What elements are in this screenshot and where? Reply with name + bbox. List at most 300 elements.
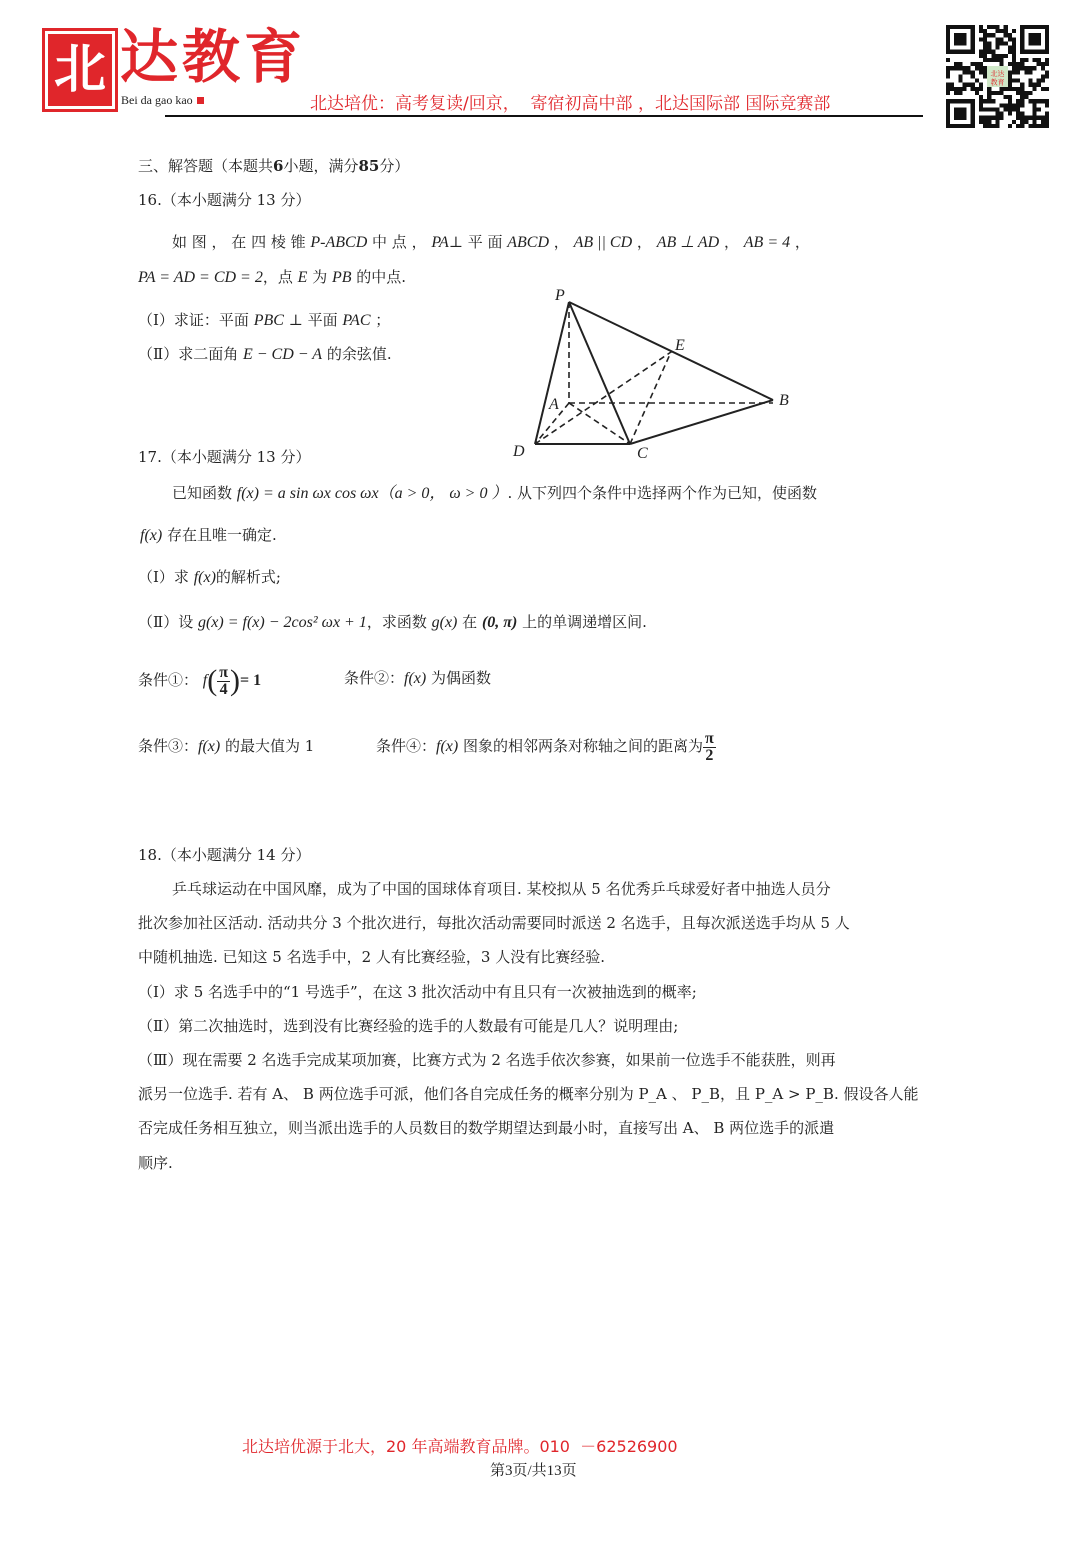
qr-module <box>1037 116 1041 120</box>
qr-module <box>1008 62 1012 66</box>
qr-module <box>1004 87 1008 91</box>
q17-math: g(x) <box>431 614 458 631</box>
qr-module <box>1033 120 1037 124</box>
qr-module <box>1045 62 1049 66</box>
qr-module <box>1041 99 1045 103</box>
q16-text: 的余弦值. <box>322 345 392 363</box>
header-slogan: 北达培优：高考复读/回京， 寄宿初高中部 ，北达国际部 国际竞赛部 <box>310 94 831 114</box>
qr-module <box>1041 79 1045 83</box>
qr-module <box>983 33 987 37</box>
q16-text: 的中点. <box>351 268 407 286</box>
q16-part1 <box>138 310 390 331</box>
qr-module <box>1020 112 1024 116</box>
qr-module <box>1020 120 1024 124</box>
qr-module <box>983 74 987 78</box>
qr-module <box>1028 83 1032 87</box>
qr-module <box>1000 87 1004 91</box>
qr-module <box>1033 87 1037 91</box>
qr-module <box>1037 58 1041 62</box>
qr-module <box>979 107 983 111</box>
fraction-pi-over-2 <box>703 731 716 764</box>
qr-module <box>987 25 991 29</box>
qr-module <box>1020 87 1024 91</box>
qr-module <box>1004 41 1008 45</box>
qr-module <box>1004 29 1008 33</box>
qr-module <box>1045 112 1049 116</box>
qr-module <box>962 70 966 74</box>
qr-module <box>983 124 987 128</box>
qr-module <box>987 50 991 54</box>
qr-module <box>1045 58 1049 62</box>
q17-heading: 17.（本小题满分 13 分） <box>138 448 311 466</box>
qr-module <box>1037 124 1041 128</box>
qr-module <box>1016 107 1020 111</box>
qr-module <box>1024 120 1028 124</box>
qr-module <box>979 103 983 107</box>
qr-module <box>979 62 983 66</box>
qr-module <box>1016 112 1020 116</box>
qr-module <box>958 62 962 66</box>
qr-module <box>979 99 983 103</box>
qr-module <box>1004 103 1008 107</box>
qr-module <box>958 87 962 91</box>
q17-text: 为偶函数 <box>426 669 491 687</box>
qr-module <box>1012 79 1016 83</box>
qr-module <box>1041 66 1045 70</box>
qr-module <box>1004 25 1008 29</box>
q17-condition: （a > 0， ω > 0 ） <box>378 485 508 502</box>
qr-module <box>1041 116 1045 120</box>
qr-module <box>1008 33 1012 37</box>
qr-module <box>1008 99 1012 103</box>
qr-module <box>1016 66 1020 70</box>
qr-module <box>1045 70 1049 74</box>
q16-text: （Ⅰ）求证：平面 <box>138 311 254 329</box>
qr-module <box>971 70 975 74</box>
qr-module <box>1008 74 1012 78</box>
qr-module <box>1012 54 1016 58</box>
qr-module <box>950 87 954 91</box>
qr-module <box>962 83 966 87</box>
q18-part3-line1: （Ⅲ）现在需要 2 名选手完成某项加赛，比赛方式为 2 名选手依次参赛，如果前一位选手不能获胜，则再 <box>138 1051 836 1069</box>
qr-module <box>991 54 995 58</box>
qr-module <box>987 120 991 124</box>
qr-module <box>1008 87 1012 91</box>
q17-math: f(x) <box>198 738 221 755</box>
qr-module <box>979 54 983 58</box>
qr-module <box>1041 74 1045 78</box>
qr-module <box>1041 120 1045 124</box>
qr-module <box>991 25 995 29</box>
qr-module <box>1037 107 1041 111</box>
qr-module <box>946 83 950 87</box>
condition-label: 条件②： <box>344 669 405 687</box>
qr-module <box>983 46 987 50</box>
q17-math: f(x) <box>193 569 216 586</box>
section-title <box>138 156 409 176</box>
qr-module <box>991 116 995 120</box>
qr-module <box>962 87 966 91</box>
qr-module <box>1024 95 1028 99</box>
q16-math: PA <box>431 234 449 251</box>
qr-module <box>1028 70 1032 74</box>
qr-module <box>1045 116 1049 120</box>
qr-module <box>983 37 987 41</box>
q16-text: 如 图 ， 在 四 棱 锥 <box>172 233 311 251</box>
qr-module <box>979 29 983 33</box>
q17-stem-line1 <box>172 483 817 504</box>
qr-module <box>958 91 962 95</box>
qr-module <box>1020 66 1024 70</box>
q17-text: ，求函数 <box>366 613 432 631</box>
qr-module <box>1000 112 1004 116</box>
q16-math: PB <box>331 269 352 286</box>
qr-module <box>946 58 950 62</box>
qr-module <box>995 54 999 58</box>
qr-module <box>1045 103 1049 107</box>
qr-module <box>1037 83 1041 87</box>
qr-module <box>979 116 983 120</box>
qr-module <box>1012 29 1016 33</box>
q16-math: ABCD <box>507 234 550 251</box>
q16-stem-line1 <box>172 232 810 253</box>
q18-part3-line2: 派另一位选手. 若有 A、 B 两位选手可派，他们各自完成任务的概率分别为 P_A 、 P_B，且 P_A > P_B. 假设各人能 <box>138 1085 919 1103</box>
fraction-pi-over-4 <box>217 665 230 698</box>
qr-module <box>987 87 991 91</box>
qr-module <box>995 37 999 41</box>
qr-module <box>983 41 987 45</box>
footer-brand-line: 北达培优源于北大，20 年高端教育品牌。010 －62526900 <box>242 1437 678 1456</box>
qr-module <box>995 29 999 33</box>
qr-module <box>983 29 987 33</box>
qr-module <box>1028 124 1032 128</box>
qr-module <box>987 107 991 111</box>
qr-module <box>1008 37 1012 41</box>
qr-module <box>1037 62 1041 66</box>
qr-module <box>946 74 950 78</box>
qr-module <box>983 99 987 103</box>
q16-math: E − CD − A <box>242 346 323 363</box>
qr-module <box>995 120 999 124</box>
qr-module <box>1012 58 1016 62</box>
qr-module <box>1000 58 1004 62</box>
qr-module <box>1008 124 1012 128</box>
qr-module <box>1000 103 1004 107</box>
qr-module <box>995 91 999 95</box>
qr-module <box>958 79 962 83</box>
qr-module <box>991 91 995 95</box>
qr-module <box>995 112 999 116</box>
qr-module <box>1033 58 1037 62</box>
qr-module <box>975 87 979 91</box>
qr-module <box>979 50 983 54</box>
qr-module <box>946 91 950 95</box>
label-B: B <box>779 392 789 409</box>
qr-module <box>983 58 987 62</box>
denominator: 4 <box>219 680 228 698</box>
qr-module <box>1008 107 1012 111</box>
qr-module <box>1012 62 1016 66</box>
label-E: E <box>675 337 685 354</box>
qr-module <box>971 74 975 78</box>
q17-text: 的解析式; <box>215 568 281 586</box>
q16-text: （Ⅱ）求二面角 <box>138 345 243 363</box>
qr-module <box>1028 116 1032 120</box>
q17-math: f(x) <box>140 527 163 544</box>
logo-seal: 北 <box>42 28 118 112</box>
q18-part1: （Ⅰ）求 5 名选手中的“1 号选手”，在这 3 批次活动中有且只有一次被抽选到的概率; <box>138 983 697 1001</box>
q16-text: 中 点 ， <box>367 233 432 251</box>
condition-label: 条件①： <box>138 671 199 689</box>
right-paren: ) <box>230 664 241 697</box>
qr-module <box>975 91 979 95</box>
qr-module <box>983 107 987 111</box>
q16-math: AB ⊥ AD <box>656 234 720 251</box>
q17-math: f <box>202 672 208 689</box>
label-A: A <box>549 396 559 413</box>
qr-module <box>962 66 966 70</box>
qr-module <box>987 99 991 103</box>
qr-module <box>1033 107 1037 111</box>
q17-text: 图象的相邻两条对称轴之间的距离为 <box>458 737 703 755</box>
qr-module <box>1004 107 1008 111</box>
qr-module <box>995 41 999 45</box>
qr-module <box>1016 70 1020 74</box>
qr-module <box>1016 87 1020 91</box>
qr-module <box>983 120 987 124</box>
qr-module <box>967 83 971 87</box>
q17-condition-2 <box>344 668 491 689</box>
q17-part2 <box>138 612 647 633</box>
q17-condition-3 <box>138 736 314 757</box>
qr-module <box>1028 91 1032 95</box>
qr-module <box>991 33 995 37</box>
qr-module <box>1012 87 1016 91</box>
qr-module <box>1045 74 1049 78</box>
q17-text: . 从下列四个条件中选择两个作为已知，使函数 <box>507 484 818 502</box>
qr-module <box>1012 120 1016 124</box>
qr-module <box>987 91 991 95</box>
logo-subtitle <box>121 93 204 108</box>
q16-stem-line2 <box>138 267 406 288</box>
question-count: 6 <box>273 157 284 175</box>
label-D: D <box>513 443 525 460</box>
qr-module <box>1008 112 1012 116</box>
qr-module <box>1024 66 1028 70</box>
q18-heading: 18.（本小题满分 14 分） <box>138 846 311 864</box>
qr-module <box>1020 103 1024 107</box>
q16-math: E <box>297 269 308 286</box>
qr-module <box>983 54 987 58</box>
pyramid-figure <box>505 282 805 462</box>
qr-module <box>958 74 962 78</box>
pyramid-solid-edges <box>535 302 773 444</box>
qr-module <box>991 58 995 62</box>
qr-module <box>995 124 999 128</box>
qr-module <box>979 87 983 91</box>
q16-math: PA = AD = CD = 2 <box>138 269 263 286</box>
qr-module <box>987 116 991 120</box>
label-P: P <box>555 287 565 304</box>
qr-module <box>1045 87 1049 91</box>
q16-math: PAC <box>342 312 371 329</box>
qr-module <box>987 124 991 128</box>
q16-text: ； <box>370 311 391 329</box>
qr-module <box>995 58 999 62</box>
q17-text: 在 <box>457 613 482 631</box>
q17-text: 已知函数 <box>172 484 237 502</box>
qr-module <box>950 83 954 87</box>
qr-module <box>1008 79 1012 83</box>
qr-module <box>987 41 991 45</box>
qr-module <box>1045 124 1049 128</box>
q16-math: AB || CD <box>573 234 633 251</box>
q17-text: 的最大值为 1 <box>220 737 315 755</box>
qr-module <box>1000 116 1004 120</box>
qr-code-icon <box>946 25 1049 128</box>
qr-module <box>1020 83 1024 87</box>
qr-module <box>979 25 983 29</box>
qr-module <box>1020 58 1024 62</box>
qr-module <box>975 66 979 70</box>
qr-module <box>1012 66 1016 70</box>
section-title-text: 三、解答题（本题共 <box>138 157 274 175</box>
q16-text: 为 <box>307 268 332 286</box>
qr-module <box>1016 124 1020 128</box>
qr-module <box>1041 124 1045 128</box>
q17-g-definition: g(x) = f(x) − 2cos² ωx + 1 <box>197 614 367 631</box>
qr-module <box>1033 124 1037 128</box>
q16-heading: 16.（本小题满分 13 分） <box>138 191 311 209</box>
numerator: π <box>705 729 714 747</box>
qr-module <box>987 95 991 99</box>
qr-module <box>1008 95 1012 99</box>
qr-module <box>979 120 983 124</box>
qr-module <box>967 66 971 70</box>
q17-stem-line2 <box>140 525 277 546</box>
qr-module <box>995 116 999 120</box>
qr-module <box>971 83 975 87</box>
qr-module <box>987 46 991 50</box>
logo-title: 达教育 <box>120 23 307 91</box>
q16-text: ， <box>549 233 574 251</box>
qr-module <box>1037 99 1041 103</box>
qr-module <box>1008 83 1012 87</box>
q17-text: （Ⅱ）设 <box>138 613 198 631</box>
section-title-mid: 小题，满分 <box>283 157 359 175</box>
qr-module <box>979 83 983 87</box>
q16-text: ⊥ 平面 <box>283 311 343 329</box>
q16-math: P-ABCD <box>310 234 368 251</box>
q18-stem-line1: 乒乓球运动在中国风靡，成为了中国的国球体育项目. 某校拟从 5 名优秀乒乓球爱好者中抽选人员分 <box>172 880 831 898</box>
qr-module <box>1020 62 1024 66</box>
q17-condition-1 <box>138 660 261 701</box>
qr-module <box>1012 46 1016 50</box>
qr-module <box>1012 41 1016 45</box>
denominator: 2 <box>705 746 714 764</box>
qr-module <box>995 107 999 111</box>
q16-math: PBC <box>253 312 284 329</box>
qr-module <box>1045 120 1049 124</box>
q16-text: ，点 <box>262 268 298 286</box>
qr-module <box>983 50 987 54</box>
qr-module <box>1016 62 1020 66</box>
qr-module <box>946 66 950 70</box>
qr-module <box>1028 79 1032 83</box>
qr-module <box>1016 116 1020 120</box>
q17-math: f(x) <box>436 738 459 755</box>
qr-module <box>1020 116 1024 120</box>
qr-module <box>1020 95 1024 99</box>
qr-module <box>1024 70 1028 74</box>
qr-module <box>1000 29 1004 33</box>
qr-module <box>954 87 958 91</box>
qr-module <box>1000 54 1004 58</box>
red-square-icon <box>197 97 204 104</box>
qr-module <box>950 66 954 70</box>
condition-label: 条件④： <box>376 737 437 755</box>
qr-module <box>1012 70 1016 74</box>
qr-module <box>991 124 995 128</box>
q17-text: （Ⅰ）求 <box>138 568 194 586</box>
qr-module <box>1000 91 1004 95</box>
numerator: π <box>219 663 229 681</box>
qr-module <box>1008 50 1012 54</box>
qr-module <box>954 66 958 70</box>
qr-module <box>979 66 983 70</box>
qr-module <box>1012 103 1016 107</box>
qr-module <box>1033 99 1037 103</box>
qr-module <box>1028 66 1032 70</box>
qr-module <box>1033 83 1037 87</box>
q18-stem-line2: 批次参加社区活动. 活动共分 3 个批次进行，每批次活动需要同时派送 2 名选手，且每次派送选手均从 5 人 <box>138 914 850 932</box>
qr-module <box>991 50 995 54</box>
q17-function: f(x) = a sin ωx cos ωx <box>236 485 379 502</box>
q17-math: f(x) <box>404 670 427 687</box>
qr-module <box>1033 116 1037 120</box>
qr-module <box>971 87 975 91</box>
q18-part3-line4: 顺序. <box>138 1154 173 1172</box>
condition-label: 条件③： <box>138 737 199 755</box>
q17-part1 <box>138 567 281 588</box>
qr-module <box>983 116 987 120</box>
qr-module <box>1024 91 1028 95</box>
q16-part2 <box>138 344 392 365</box>
q16-text: ， <box>719 233 744 251</box>
qr-center-logo-2: 教育 <box>990 78 1005 87</box>
page-number: 第3页/共13页 <box>490 1463 577 1479</box>
qr-module <box>987 58 991 62</box>
qr-module <box>1016 103 1020 107</box>
qr-module <box>1016 79 1020 83</box>
qr-module <box>1004 95 1008 99</box>
qr-module <box>967 70 971 74</box>
logo-subtitle-text: Bei da gao kao <box>121 93 193 107</box>
qr-module <box>983 70 987 74</box>
qr-module <box>1024 116 1028 120</box>
qr-module <box>995 46 999 50</box>
qr-module <box>1008 103 1012 107</box>
qr-module <box>1033 112 1037 116</box>
qr-module <box>954 62 958 66</box>
qr-module <box>1028 99 1032 103</box>
qr-module <box>1008 46 1012 50</box>
qr-module <box>1041 62 1045 66</box>
qr-module <box>1037 79 1041 83</box>
qr-module <box>946 70 950 74</box>
qr-module <box>1024 58 1028 62</box>
q16-text: ， <box>790 233 810 251</box>
